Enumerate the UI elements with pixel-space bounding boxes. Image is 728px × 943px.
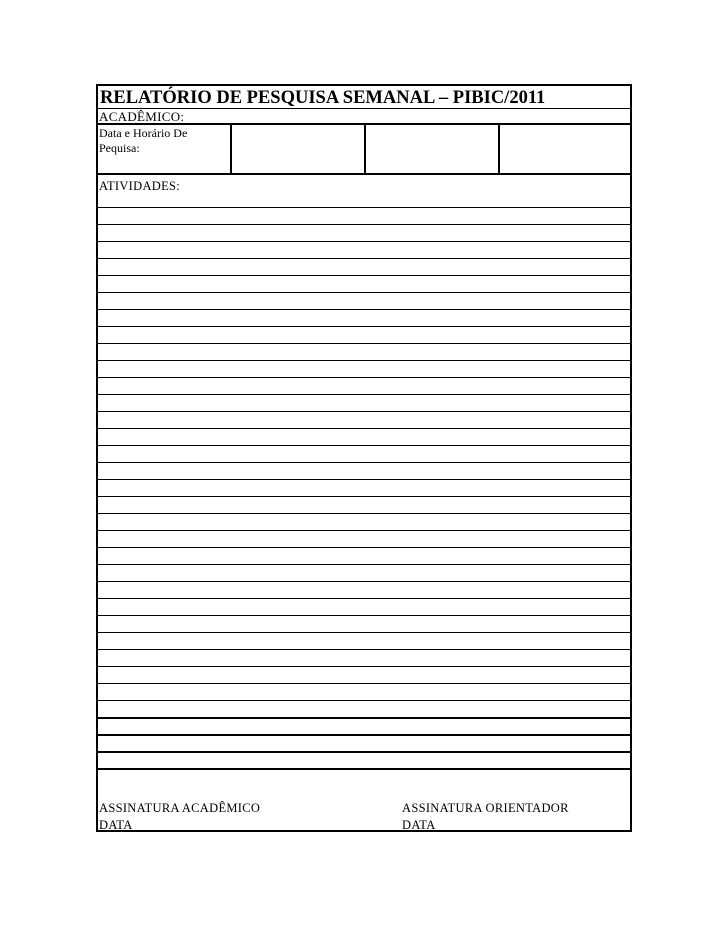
activity-line[interactable] [98,683,630,684]
activity-line[interactable] [98,530,630,531]
activity-line[interactable] [98,598,630,599]
activity-line[interactable] [98,224,630,225]
signature-academico-date: DATA [99,818,133,832]
activity-line[interactable] [98,411,630,412]
activity-line[interactable] [98,496,630,497]
activity-line[interactable] [98,428,630,429]
activity-line[interactable] [98,360,630,361]
signature-academico-label: ASSINATURA ACADÊMICO [99,801,261,815]
activity-line[interactable] [98,632,630,633]
activity-line[interactable] [98,751,630,753]
report-form [96,84,632,832]
activity-line[interactable] [98,275,630,276]
data-horario-cell-3[interactable] [500,125,630,173]
data-horario-label [98,125,232,173]
activity-line[interactable] [98,207,630,208]
signature-academico [99,800,260,834]
activity-line[interactable] [98,700,630,701]
activity-lines [98,86,630,830]
activity-line[interactable] [98,581,630,582]
activity-line[interactable] [98,513,630,514]
data-horario-label-line2: Pequisa: [99,141,140,155]
activity-line[interactable] [98,309,630,310]
data-horario-row [98,125,630,175]
data-horario-cell-1[interactable] [232,125,366,173]
activity-line[interactable] [98,768,630,770]
data-horario-cell-2[interactable] [366,125,500,173]
activity-line[interactable] [98,445,630,446]
activity-line[interactable] [98,343,630,344]
academico-label: ACADÊMICO: [99,109,185,124]
activity-line[interactable] [98,326,630,327]
activity-line[interactable] [98,717,630,719]
activity-line[interactable] [98,564,630,565]
activity-line[interactable] [98,241,630,242]
activity-line[interactable] [98,479,630,480]
academico-field[interactable] [98,109,630,125]
activity-line[interactable] [98,462,630,463]
activity-line[interactable] [98,292,630,293]
activity-line[interactable] [98,377,630,378]
atividades-label: ATIVIDADES: [99,179,181,193]
data-horario-label-line1: Data e Horário De [99,126,188,140]
activity-line[interactable] [98,666,630,667]
signature-orientador-date: DATA [402,818,436,832]
signature-orientador-label: ASSINATURA ORIENTADOR [402,801,569,815]
activity-line[interactable] [98,734,630,736]
activity-line[interactable] [98,649,630,650]
form-title: RELATÓRIO DE PESQUISA SEMANAL – PIBIC/2011 [98,86,630,109]
activity-line[interactable] [98,394,630,395]
activity-line[interactable] [98,615,630,616]
signature-orientador [402,800,569,834]
activity-line[interactable] [98,547,630,548]
activity-line[interactable] [98,258,630,259]
